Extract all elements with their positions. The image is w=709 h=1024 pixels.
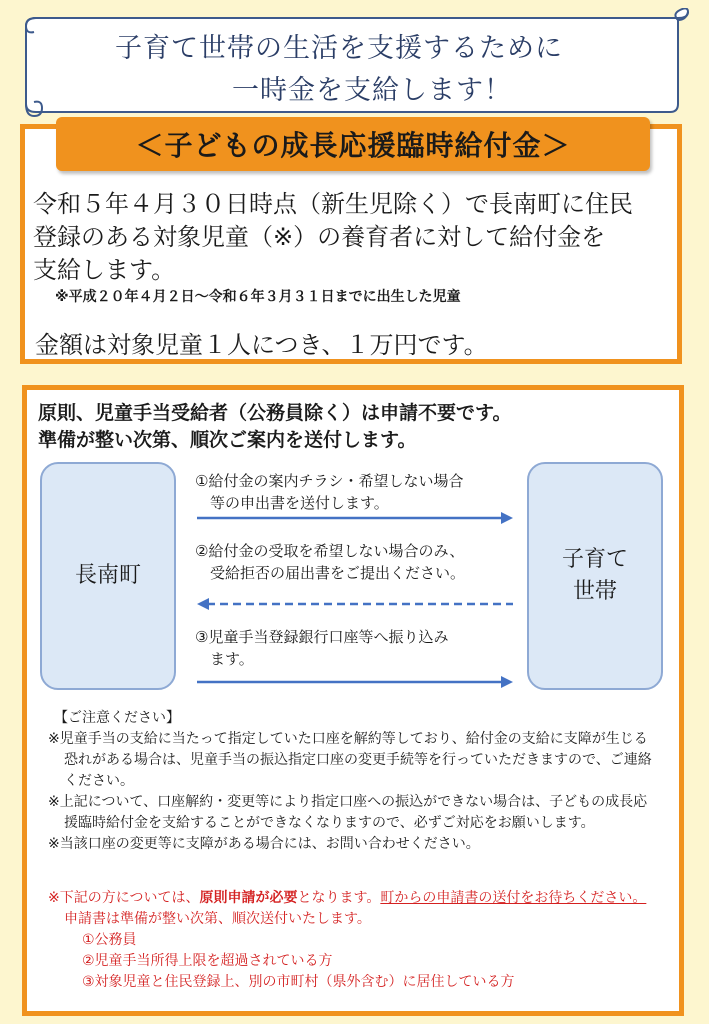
required-applicant-item: ②児童手当所得上限を超過されている方 <box>82 953 333 969</box>
town-office-label: 長南町 <box>74 563 141 588</box>
flow-step-3 <box>195 626 525 670</box>
procedure-heading-line: 準備が整い次第、順次ご案内を送付します。 <box>38 429 417 451</box>
banner-line-1: 子育て世帯の生活を支援するために <box>115 33 563 64</box>
flow-step-line: 受給拒否の届出書をご提出ください。 <box>195 564 466 582</box>
flow-step-2 <box>195 540 525 584</box>
flow-step-line: 等の申出書を送付します。 <box>195 494 389 512</box>
flow-step-line: ます。 <box>195 650 254 668</box>
red-note-part: となります。 <box>297 890 381 906</box>
intro-line: 支給します。 <box>33 256 176 284</box>
flow-step-line: ①給付金の案内チラシ・希望しない場合 <box>195 472 464 490</box>
arrow-right-icon <box>195 674 515 690</box>
red-note-part: ※下記の方については、 <box>48 890 200 906</box>
required-applicant-item: ①公務員 <box>82 932 137 948</box>
benefit-title: ＜子どもの成長応援臨時給付金＞ <box>56 117 650 171</box>
caution-item: ※児童手当の支給に当たって指定していた口座を解約等しており、給付金の支給に支障が生じる恐れがある場合は、児童手当の振込指定口座の変更手続等を行っていただきますので、ご連絡ください。 <box>48 731 652 789</box>
caution-heading: 【ご注意ください】 <box>54 710 180 726</box>
title-banner <box>22 8 694 118</box>
household-label-line: 子育て <box>561 547 628 572</box>
intro-line: 登録のある対象児童（※）の養育者に対して給付金を <box>33 223 606 251</box>
benefit-amount: 金額は対象児童１人につき、１万円です。 <box>35 331 488 359</box>
household-box <box>527 462 663 690</box>
required-applicant-item: ③対象児童と住民登録上、別の市町村（県外含む）に居住している方 <box>82 974 515 990</box>
caution-notes <box>48 708 660 855</box>
flow-step-1 <box>195 470 525 514</box>
flow-step-line: ③児童手当登録銀行口座等へ振り込み <box>195 628 449 646</box>
red-note-bold: 原則申請が必要 <box>199 890 298 906</box>
application-required-lead <box>48 888 660 930</box>
flow-step-line: ②給付金の受取を希望しない場合のみ、 <box>195 542 465 560</box>
procedure-heading-line: 原則、児童手当受給者（公務員除く）は申請不要です。 <box>38 402 512 424</box>
caution-item: ※上記について、口座解約・変更等により指定口座への振込ができない場合は、子どもの成長応援臨時給付金を支給することができなくなりますので、必ずご対応をお願いします。 <box>48 794 648 831</box>
arrow-left-dashed-icon <box>195 596 515 612</box>
town-office-box <box>40 462 176 690</box>
benefit-intro <box>33 188 678 287</box>
household-label-line: 世帯 <box>572 579 617 604</box>
procedure-heading <box>38 400 511 454</box>
required-applicant-list <box>48 930 660 993</box>
intro-line: 令和５年４月３０日時点（新生児除く）で長南町に住民 <box>33 190 633 218</box>
arrow-right-icon <box>195 510 515 526</box>
application-required-notice <box>48 888 660 993</box>
banner-line-2: 一時金を支給します！ <box>232 75 512 106</box>
eligibility-note: ※平成２０年４月２日～令和６年３月３１日までに出生した児童 <box>55 289 461 305</box>
red-note-part: 申請書は準備が整い次第、順次送付いたします。 <box>64 911 371 927</box>
caution-item: ※当該口座の変更等に支障がある場合には、お問い合わせください。 <box>48 836 480 852</box>
red-note-underline: 町からの申請書の送付をお待ちください。 <box>380 890 647 906</box>
